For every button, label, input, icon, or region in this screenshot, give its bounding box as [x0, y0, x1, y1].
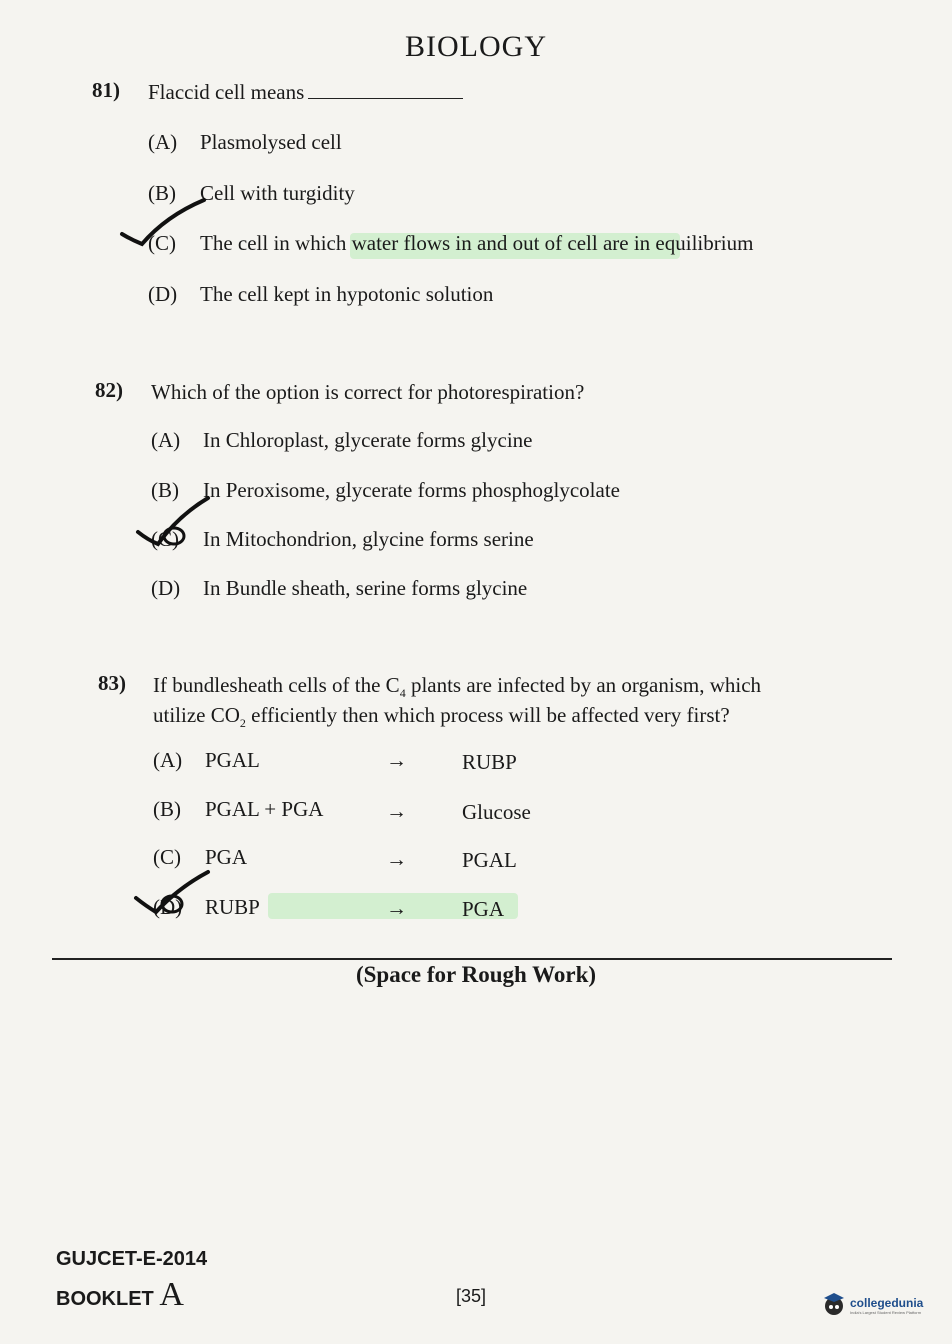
- q82-option-a: [151, 428, 533, 453]
- exam-code: GUJCET-E-2014: [56, 1248, 208, 1270]
- option-letter: (C): [148, 231, 176, 255]
- page-title: BIOLOGY: [405, 30, 547, 63]
- checkmark-icon: [132, 868, 214, 918]
- option-letter: (A): [151, 428, 181, 452]
- option-text: In Peroxisome, glycerate forms phosphoglycolate: [203, 478, 620, 502]
- question-83-text: [153, 673, 853, 731]
- option-text: In Chloroplast, glycerate forms glycine: [203, 428, 533, 452]
- checkmark-icon: [118, 196, 208, 252]
- q82-option-d: [151, 576, 527, 601]
- question-82-number: 82): [95, 378, 123, 402]
- product: RUBP: [462, 750, 517, 774]
- question-82-text: Which of the option is correct for photorespiration?: [151, 380, 585, 404]
- product: PGAL: [462, 848, 517, 872]
- question-83-line-2: [153, 703, 853, 731]
- question-81-number: 81): [92, 78, 120, 102]
- option-text: In Bundle sheath, serine forms glycine: [203, 576, 528, 600]
- option-letter: (D): [151, 576, 181, 600]
- booklet-text: BOOKLET: [56, 1288, 154, 1310]
- booklet-letter: A: [159, 1276, 184, 1313]
- arrow-icon: →: [386, 847, 407, 871]
- arrow-icon: →: [386, 748, 407, 772]
- q81-option-c: [148, 231, 753, 256]
- q81-option-a: [148, 130, 342, 155]
- question-81-stem: Flaccid cell means: [148, 80, 305, 104]
- collegedunia-logo: [822, 1290, 923, 1320]
- text-span: plants are infected by an organism, which: [405, 673, 762, 697]
- text-span: If bundlesheath cells of the C: [153, 673, 400, 697]
- subscript: 2: [239, 716, 246, 731]
- arrow-icon: →: [386, 896, 407, 920]
- option-text: Cell with turgidity: [200, 181, 355, 205]
- option-letter: (B): [148, 181, 176, 205]
- option-text: The cell kept in hypotonic solution: [200, 282, 494, 306]
- option-letter: (D): [153, 895, 183, 919]
- option-letter: (B): [151, 478, 179, 502]
- question-83-line-1: [153, 673, 853, 701]
- rough-work-label: (Space for Rough Work): [355, 962, 597, 987]
- q83-option-c: [153, 845, 247, 870]
- reactant: RUBP: [205, 895, 260, 919]
- text-span: efficiently then which process will be affected very first?: [245, 703, 730, 728]
- question-83-number: 83): [98, 671, 126, 695]
- arrow-icon: →: [386, 799, 407, 823]
- option-letter: (A): [148, 130, 178, 154]
- option-letter: (A): [153, 748, 183, 772]
- q83-option-b: [153, 797, 323, 822]
- logo-tagline: India's Largest Student Review Platform: [850, 1309, 922, 1315]
- checkmark-icon: [134, 494, 214, 550]
- option-text: The cell in which water flows in and out of cell are in equilibrium: [200, 231, 754, 255]
- q83-option-a: [153, 748, 260, 773]
- booklet-label: [56, 1276, 184, 1314]
- student-mascot-icon: [822, 1290, 846, 1320]
- product: Glucose: [462, 800, 531, 824]
- reactant: PGA: [205, 845, 248, 869]
- option-letter: (C): [153, 845, 181, 869]
- reactant: PGAL + PGA: [205, 797, 324, 821]
- logo-wordmark: [850, 1296, 923, 1315]
- product: PGA: [462, 897, 505, 921]
- answer-blank: [308, 80, 463, 99]
- question-81-text: [148, 80, 463, 105]
- option-text: In Mitochondrion, glycine forms serine: [203, 527, 534, 551]
- page-number: [35]: [456, 1286, 487, 1306]
- option-letter: (D): [148, 282, 178, 306]
- q82-option-b: [151, 478, 620, 503]
- logo-text: collegedunia: [850, 1295, 924, 1310]
- option-letter: (B): [153, 797, 181, 821]
- subscript: 4: [399, 686, 406, 701]
- text-span: utilize CO: [153, 703, 240, 728]
- option-text: Plasmolysed cell: [200, 130, 342, 154]
- option-letter: (C): [151, 527, 179, 551]
- q81-option-d: [148, 282, 493, 307]
- divider-line: [52, 958, 892, 960]
- reactant: PGAL: [205, 748, 260, 772]
